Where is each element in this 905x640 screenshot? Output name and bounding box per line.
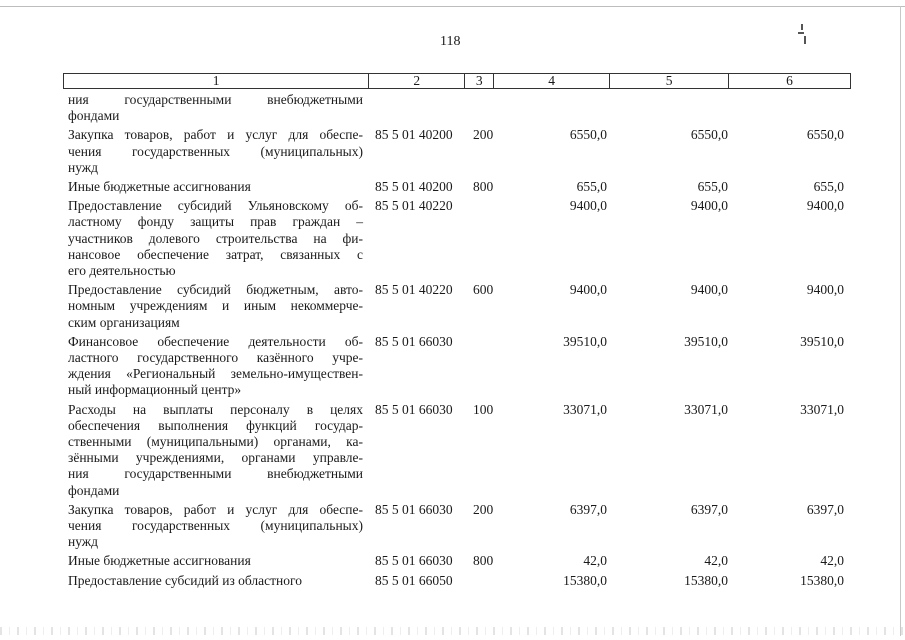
row-value-col4: 33071,0 — [563, 401, 607, 417]
row-name-line: Расходы на выплаты персоналу в целях — [68, 401, 363, 417]
row-value-col4: 655,0 — [576, 179, 607, 194]
row-name-line: ния государственными внебюджетными — [68, 92, 363, 107]
row-name — [68, 553, 363, 569]
row-value-col5: 6397,0 — [690, 501, 728, 517]
table-row — [0, 553, 905, 569]
row-value-col6: 655,0 — [813, 179, 844, 194]
row-code: 85 5 01 66030 — [375, 333, 453, 349]
row-value-col5: 39510,0 — [684, 333, 728, 349]
row-name — [68, 198, 363, 279]
row-code: 85 5 01 66050 — [375, 572, 453, 588]
row-name-line: чения государственных (муниципальных) — [68, 517, 363, 533]
row-value-col4: 6550,0 — [569, 127, 607, 143]
column-header-row — [63, 73, 851, 89]
page-top-edge — [0, 6, 905, 7]
table-row — [0, 127, 905, 176]
row-value-col5: 33071,0 — [684, 401, 728, 417]
row-name-line: нужд — [68, 159, 98, 175]
row-value-col5: 9400,0 — [690, 282, 728, 298]
row-name-line: зёнными учреждениями, органами управле- — [68, 450, 363, 466]
row-expense-type: 800 — [473, 553, 494, 569]
row-name-line: его деятельностью — [68, 262, 176, 278]
row-name-line: нужд — [68, 534, 98, 550]
row-expense-type: 600 — [473, 282, 494, 298]
row-code: 85 5 01 66030 — [375, 401, 453, 417]
row-name-line: фондами — [68, 482, 120, 498]
header-col-4: 4 — [494, 74, 610, 89]
scan-edge-noise — [0, 627, 905, 635]
row-name-line: Финансовое обеспечение деятельности об- — [68, 333, 363, 349]
row-name-line: ния государственными внебюджетными — [68, 466, 363, 482]
row-expense-type: 800 — [473, 179, 494, 194]
row-name-line: ским организациям — [68, 314, 180, 330]
table-row — [0, 402, 905, 499]
row-name — [68, 127, 363, 176]
row-value-col4: 9400,0 — [569, 282, 607, 298]
row-name — [68, 573, 363, 589]
table-row — [0, 502, 905, 551]
row-name-line: Закупка товаров, работ и услуг для обеспе- — [68, 501, 363, 517]
table-row — [0, 573, 905, 589]
row-value-col6: 6397,0 — [806, 501, 844, 517]
row-value-col4: 15380,0 — [563, 572, 607, 588]
row-expense-type: 100 — [473, 401, 494, 417]
row-value-col6: 15380,0 — [800, 572, 844, 588]
row-expense-type: 200 — [473, 501, 494, 517]
row-name-line: ластного государственного казённого учре- — [68, 349, 363, 365]
row-name-line: ластному фонду защиты прав граждан – — [68, 214, 363, 230]
row-code: 85 5 01 40200 — [375, 127, 453, 143]
row-expense-type: 200 — [473, 127, 494, 143]
row-code: 85 5 01 66030 — [375, 501, 453, 517]
row-name-line: участников долевого строительства на фи- — [68, 230, 363, 246]
row-value-col6: 6550,0 — [806, 127, 844, 143]
row-code: 85 5 01 40220 — [375, 198, 453, 214]
row-value-col4: 42,0 — [583, 553, 607, 569]
row-name-line: нансовое обеспечение затрат, связанных с — [68, 246, 363, 262]
row-value-col5: 655,0 — [697, 179, 728, 194]
row-value-col6: 9400,0 — [806, 282, 844, 298]
row-value-col4: 6397,0 — [569, 501, 607, 517]
row-code: 85 5 01 40220 — [375, 282, 453, 298]
row-value-col4: 39510,0 — [563, 333, 607, 349]
row-name — [68, 334, 363, 399]
header-col-3: 3 — [465, 74, 494, 89]
row-name-line: чения государственных (муниципальных) — [68, 143, 363, 159]
row-name-line: Предоставление субсидий из областного — [68, 572, 302, 588]
row-value-col5: 9400,0 — [690, 198, 728, 214]
row-code: 85 5 01 66030 — [375, 553, 453, 569]
table-row — [0, 282, 905, 331]
row-name — [68, 282, 363, 331]
row-name-line: Иные бюджетные ассигнования — [68, 553, 251, 569]
row-value-col4: 9400,0 — [569, 198, 607, 214]
header-col-6: 6 — [729, 74, 851, 89]
row-name-line: обеспечения выполнения функций государ- — [68, 417, 363, 433]
header-col-1: 1 — [64, 74, 369, 89]
header-col-2: 2 — [369, 74, 465, 89]
row-name — [68, 179, 363, 195]
row-value-col5: 6550,0 — [690, 127, 728, 143]
row-name-line: Предоставление субсидий Ульяновскому об- — [68, 198, 363, 214]
table-row — [0, 334, 905, 399]
row-name-line: Предоставление субсидий бюджетным, авто- — [68, 282, 363, 298]
row-name-line: Закупка товаров, работ и услуг для обеспе- — [68, 127, 363, 143]
row-value-col5: 15380,0 — [684, 572, 728, 588]
row-name-line: ственными (муниципальными) органами, ка- — [68, 433, 363, 449]
row-name-line: ный информационный центр» — [68, 382, 242, 398]
row-name — [68, 402, 363, 499]
row-value-col5: 42,0 — [704, 553, 728, 569]
row-value-col6: 9400,0 — [806, 198, 844, 214]
row-value-col6: 42,0 — [820, 553, 844, 569]
row-code: 85 5 01 40200 — [375, 179, 453, 194]
table-row — [0, 92, 905, 124]
row-value-col6: 39510,0 — [800, 333, 844, 349]
row-name — [68, 502, 363, 551]
header-col-5: 5 — [610, 74, 729, 89]
row-name — [68, 92, 363, 124]
table-row — [0, 198, 905, 279]
table-row — [0, 179, 905, 195]
scan-mark-icon — [796, 22, 810, 46]
row-value-col6: 33071,0 — [800, 401, 844, 417]
row-name-line: номным учреждениям и иным некоммерче- — [68, 298, 363, 314]
row-name-line: Иные бюджетные ассигнования — [68, 179, 251, 194]
page-number: 118 — [440, 34, 461, 49]
row-name-line: фондами — [68, 108, 120, 124]
row-name-line: ждения «Региональный земельно-имуществен- — [68, 366, 363, 382]
